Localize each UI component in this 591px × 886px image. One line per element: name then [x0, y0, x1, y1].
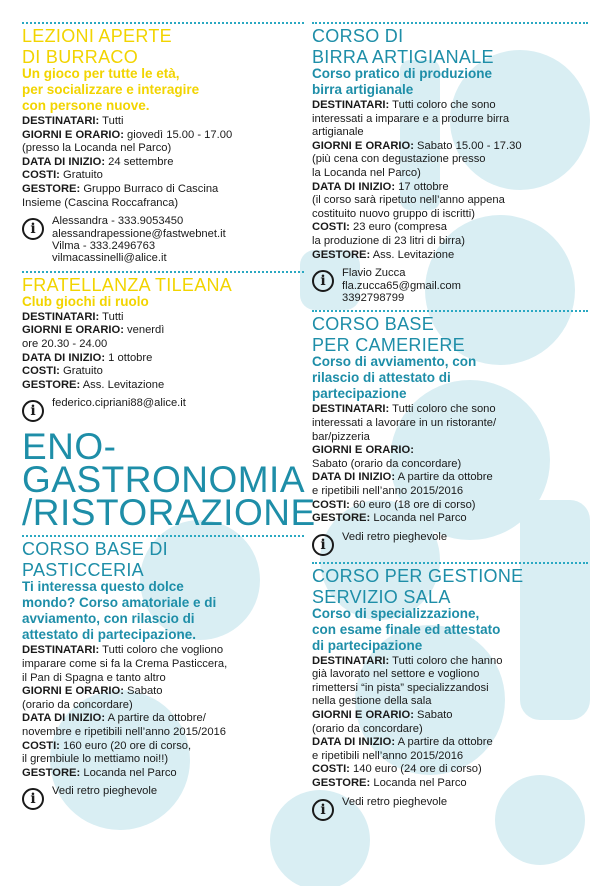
info-row — [312, 485, 588, 498]
section-subtitle: Ti interessa questo dolce — [22, 579, 184, 595]
section-title: FRATELLANZA TILEANA — [22, 274, 233, 295]
info-text: nella gestione della sala — [312, 695, 432, 708]
info-row — [22, 142, 304, 155]
info-label: DATA DI INIZIO: — [312, 471, 396, 484]
info-text: A partire da ottobre/ — [105, 712, 206, 725]
info-text: novembre e ripetibili nell’anno 2015/2016 — [22, 725, 227, 738]
info-row — [312, 194, 588, 207]
info-row — [312, 113, 588, 126]
info-text: rimettersi “in pista” specializzandosi — [312, 681, 489, 694]
camerieri-section — [312, 316, 588, 555]
info-row — [312, 695, 588, 708]
info-row — [312, 668, 588, 681]
pasticceria-section — [22, 541, 304, 810]
info-row — [22, 197, 304, 210]
info-text: (il corso sarà ripetuto nell’anno appena — [312, 194, 505, 207]
info-text: Tutti — [99, 115, 124, 127]
info-row — [22, 324, 304, 337]
section-subtitle: Un gioco per tutte le età, — [22, 66, 180, 81]
info-label: GESTORE: — [22, 378, 81, 391]
info-label: GIORNI E ORARIO: — [22, 128, 124, 141]
info-text: Locanda nel Parco — [370, 512, 467, 525]
dotted-separator — [22, 22, 304, 24]
info-label: COSTI: — [312, 498, 350, 511]
info-label: GIORNI E ORARIO: — [312, 444, 414, 457]
info-text: Gratuito — [59, 365, 103, 378]
info-row — [312, 417, 588, 430]
info-text: 23 euro (compresa — [349, 221, 447, 234]
contact-block — [312, 531, 588, 556]
info-icon: i — [312, 270, 334, 292]
info-text: Tutti coloro che vogliono — [99, 644, 224, 657]
info-label: GESTORE: — [22, 766, 81, 779]
heading-line: /RISTORAZIONE — [22, 492, 316, 534]
info-row — [22, 352, 304, 365]
info-row — [22, 156, 304, 169]
info-label: DATA DI INIZIO: — [312, 180, 396, 193]
info-label: DESTINATARI: — [312, 403, 390, 416]
info-label: GIORNI E ORARIO: — [22, 685, 124, 698]
info-row — [22, 740, 304, 753]
info-text: Sabato (orario da concordare) — [312, 457, 462, 470]
info-icon: i — [312, 799, 334, 821]
info-row — [22, 767, 304, 780]
contact-lines — [52, 397, 186, 409]
info-text: 60 euro (18 ore di corso) — [349, 498, 476, 511]
section-subtitle: avviamento, con rilascio di — [22, 611, 195, 627]
contact-email-link[interactable]: fla.zucca65@gmail.com — [342, 279, 461, 292]
info-text: Gratuito — [59, 169, 103, 182]
info-label: DESTINATARI: — [312, 99, 390, 111]
info-text: e ripetibili nell’anno 2015/2016 — [312, 484, 464, 497]
info-label: COSTI: — [312, 221, 350, 234]
info-label: DESTINATARI: — [22, 310, 100, 323]
contact-email-link[interactable]: vilmacassinelli@alice.it — [52, 252, 167, 265]
heading-line: GASTRONOMIA — [22, 459, 306, 501]
info-row — [22, 169, 304, 182]
info-text: il grembiule lo mettiamo noi!!) — [22, 753, 169, 766]
info-text: Locanda nel Parco — [370, 777, 467, 790]
info-text: Tutti — [99, 310, 124, 323]
contact-line: 3392798799 — [342, 291, 405, 304]
info-row — [312, 763, 588, 776]
dotted-separator — [312, 310, 588, 312]
contact-line: Vedi retro pieghevole — [342, 795, 448, 808]
info-row — [22, 129, 304, 142]
info-row — [22, 685, 304, 698]
heading-line: ENO- — [22, 426, 117, 468]
contact-line: Flavio Zucca — [342, 267, 406, 280]
section-subtitle: per socializzare e interagire — [22, 82, 200, 97]
info-label: DATA DI INIZIO: — [22, 351, 106, 364]
info-text: la Locanda nel Parco) — [312, 166, 421, 179]
contact-block — [22, 785, 304, 810]
info-text: 17 ottobre — [395, 180, 449, 193]
info-text: imparare come si fa la Crema Pasticcera, — [22, 657, 228, 670]
info-row — [312, 512, 588, 525]
info-text: giovedì 15.00 - 17.00 — [123, 128, 233, 141]
info-row — [22, 644, 304, 657]
dotted-separator — [312, 22, 588, 24]
info-label: DATA DI INIZIO: — [312, 736, 396, 749]
info-text: 24 settembre — [105, 155, 174, 168]
section-subtitle: birra artigianale — [312, 82, 414, 97]
info-row — [312, 153, 588, 166]
info-row — [312, 221, 588, 234]
section-subtitle: Corso di specializzazione, — [312, 605, 480, 621]
info-text: già lavorato nel settore e vogliono — [312, 668, 480, 681]
section-title: PER CAMERIERE — [312, 335, 465, 356]
info-label: DATA DI INIZIO: — [22, 712, 106, 725]
section-subtitle: partecipazione — [312, 386, 407, 402]
info-text: Sabato — [123, 685, 163, 698]
section-title: CORSO PER GESTIONE — [312, 565, 524, 586]
section-title: BIRRA ARTIGIANALE — [312, 47, 494, 67]
info-label: DESTINATARI: — [22, 115, 100, 127]
info-label: GESTORE: — [22, 182, 81, 195]
contact-line: Vilma - 333.2496763 — [52, 239, 156, 252]
info-icon: i — [22, 788, 44, 810]
info-label: COSTI: — [22, 739, 60, 752]
info-text: Tutti coloro che hanno — [389, 654, 503, 667]
sala-section — [312, 565, 588, 821]
info-label: GIORNI E ORARIO: — [312, 139, 414, 152]
info-row — [22, 672, 304, 685]
info-row — [22, 183, 304, 196]
info-row — [312, 458, 588, 471]
dotted-separator — [22, 535, 304, 537]
contact-line: Alessandra - 333.9053450 — [52, 215, 184, 228]
info-text: Insieme (Cascina Roccafranca) — [22, 196, 179, 209]
info-text: A partire da ottobre — [395, 736, 493, 749]
info-row — [22, 699, 304, 712]
info-text: bar/pizzeria — [312, 430, 370, 443]
info-row — [22, 726, 304, 739]
section-subtitle: con esame finale ed attestato — [312, 621, 501, 637]
eno-gastronomia-heading — [22, 426, 316, 534]
info-row — [312, 471, 588, 484]
section-subtitle: Club giochi di ruolo — [22, 293, 149, 309]
info-row — [312, 709, 588, 722]
contact-email-link[interactable]: federico.cipriani88@alice.it — [52, 397, 186, 410]
info-row — [312, 682, 588, 695]
info-label: GESTORE: — [312, 248, 371, 261]
section-title: CORSO BASE DI — [22, 539, 168, 560]
info-row — [312, 655, 588, 668]
info-text: Tutti coloro che sono — [389, 403, 496, 416]
contact-block — [22, 397, 304, 422]
dotted-separator — [312, 562, 588, 564]
section-title: PASTICCERIA — [22, 560, 144, 581]
contact-email-link[interactable]: alessandrapessione@fastwebnet.it — [52, 227, 226, 240]
section-title: CORSO DI — [312, 26, 404, 46]
info-row — [312, 723, 588, 736]
info-row — [22, 379, 304, 392]
info-icon: i — [22, 400, 44, 422]
info-row — [312, 181, 588, 194]
info-label: DATA DI INIZIO: — [22, 155, 106, 168]
info-text: (più cena con degustazione presso — [312, 153, 486, 166]
info-text: A partire da ottobre — [395, 471, 493, 484]
info-row — [22, 115, 304, 128]
info-text: ore 20.30 - 24.00 — [22, 337, 108, 350]
section-title: SERVIZIO SALA — [312, 586, 451, 607]
info-label: GIORNI E ORARIO: — [312, 709, 414, 722]
info-row — [22, 753, 304, 766]
birra-section — [312, 28, 588, 304]
contact-line: Vedi retro pieghevole — [342, 530, 448, 543]
info-text: Gruppo Burraco di Cascina — [80, 182, 219, 195]
info-text: Tutti coloro che sono — [389, 99, 496, 111]
info-text: Ass. Levitazione — [80, 378, 165, 391]
info-row — [312, 750, 588, 763]
section-subtitle: di partecipazione — [312, 637, 423, 653]
contact-line: Vedi retro pieghevole — [52, 785, 158, 798]
info-row — [22, 311, 304, 324]
info-row — [22, 365, 304, 378]
right-column — [312, 22, 588, 827]
info-text: Sabato 15.00 - 17.30 — [413, 139, 522, 152]
info-label: GESTORE: — [312, 777, 371, 790]
info-row — [22, 338, 304, 351]
info-row — [312, 99, 588, 112]
contact-lines — [342, 267, 461, 304]
info-text: venerdì — [123, 324, 165, 337]
info-text: interessati a lavorare in un ristorante/ — [312, 416, 497, 429]
section-title: CORSO BASE — [312, 314, 435, 335]
info-row — [312, 777, 588, 790]
info-text: Ass. Levitazione — [370, 248, 455, 261]
info-text: (orario da concordare) — [312, 722, 423, 735]
burraco-section — [22, 28, 304, 265]
section-title: LEZIONI APERTE — [22, 26, 172, 46]
section-title: DI BURRACO — [22, 47, 139, 67]
info-text: il Pan di Spagna e tanto altro — [22, 671, 166, 684]
info-label: COSTI: — [22, 169, 60, 182]
info-text: e ripetibili nell’anno 2015/2016 — [312, 749, 464, 762]
info-row — [312, 235, 588, 248]
info-text: 1 ottobre — [105, 351, 153, 364]
info-row — [312, 167, 588, 180]
info-text: artigianale — [312, 126, 364, 139]
left-column — [22, 22, 316, 816]
info-row — [312, 140, 588, 153]
info-text: (presso la Locanda nel Parco) — [22, 142, 172, 155]
contact-lines — [52, 215, 226, 265]
contact-block — [312, 796, 588, 821]
info-label: COSTI: — [312, 763, 350, 776]
info-text: 160 euro (20 ore di corso, — [59, 739, 192, 752]
info-text: la produzione di 23 litri di birra) — [312, 234, 465, 247]
info-text: (orario da concordare) — [22, 698, 133, 711]
contact-lines — [52, 785, 157, 797]
info-icon: i — [312, 534, 334, 556]
info-text: costituito nuovo gruppo di iscritti) — [312, 207, 475, 220]
section-subtitle: con persone nuove. — [22, 98, 150, 113]
section-subtitle: Corso pratico di produzione — [312, 66, 493, 81]
info-text: interessati a imparare e a produrre birra — [312, 112, 510, 125]
section-subtitle: rilascio di attestato di — [312, 370, 451, 386]
contact-block — [22, 215, 304, 265]
info-row — [312, 499, 588, 512]
info-row — [312, 208, 588, 221]
section-subtitle: mondo? Corso amatoriale e di — [22, 595, 217, 611]
info-label: DESTINATARI: — [22, 644, 100, 657]
info-text: Locanda nel Parco — [80, 766, 177, 779]
info-label: DESTINATARI: — [312, 654, 390, 667]
info-label: GESTORE: — [312, 512, 371, 525]
contact-lines — [342, 531, 447, 543]
info-row — [22, 712, 304, 725]
info-row — [312, 736, 588, 749]
section-subtitle: attestato di partecipazione. — [22, 627, 197, 643]
info-icon: i — [22, 218, 44, 240]
fratellanza-section — [22, 274, 304, 423]
info-row — [312, 403, 588, 416]
info-text: Sabato — [413, 709, 453, 722]
info-row — [312, 126, 588, 139]
contact-lines — [342, 796, 447, 808]
info-row — [312, 249, 588, 262]
info-label: COSTI: — [22, 365, 60, 378]
info-label: GIORNI E ORARIO: — [22, 324, 124, 337]
info-text: 140 euro (24 ore di corso) — [349, 763, 482, 776]
section-subtitle: Corso di avviamento, con — [312, 354, 477, 370]
contact-block — [312, 267, 588, 304]
info-row — [22, 658, 304, 671]
info-row — [312, 431, 588, 444]
dotted-separator — [22, 271, 304, 273]
info-row — [312, 444, 588, 457]
